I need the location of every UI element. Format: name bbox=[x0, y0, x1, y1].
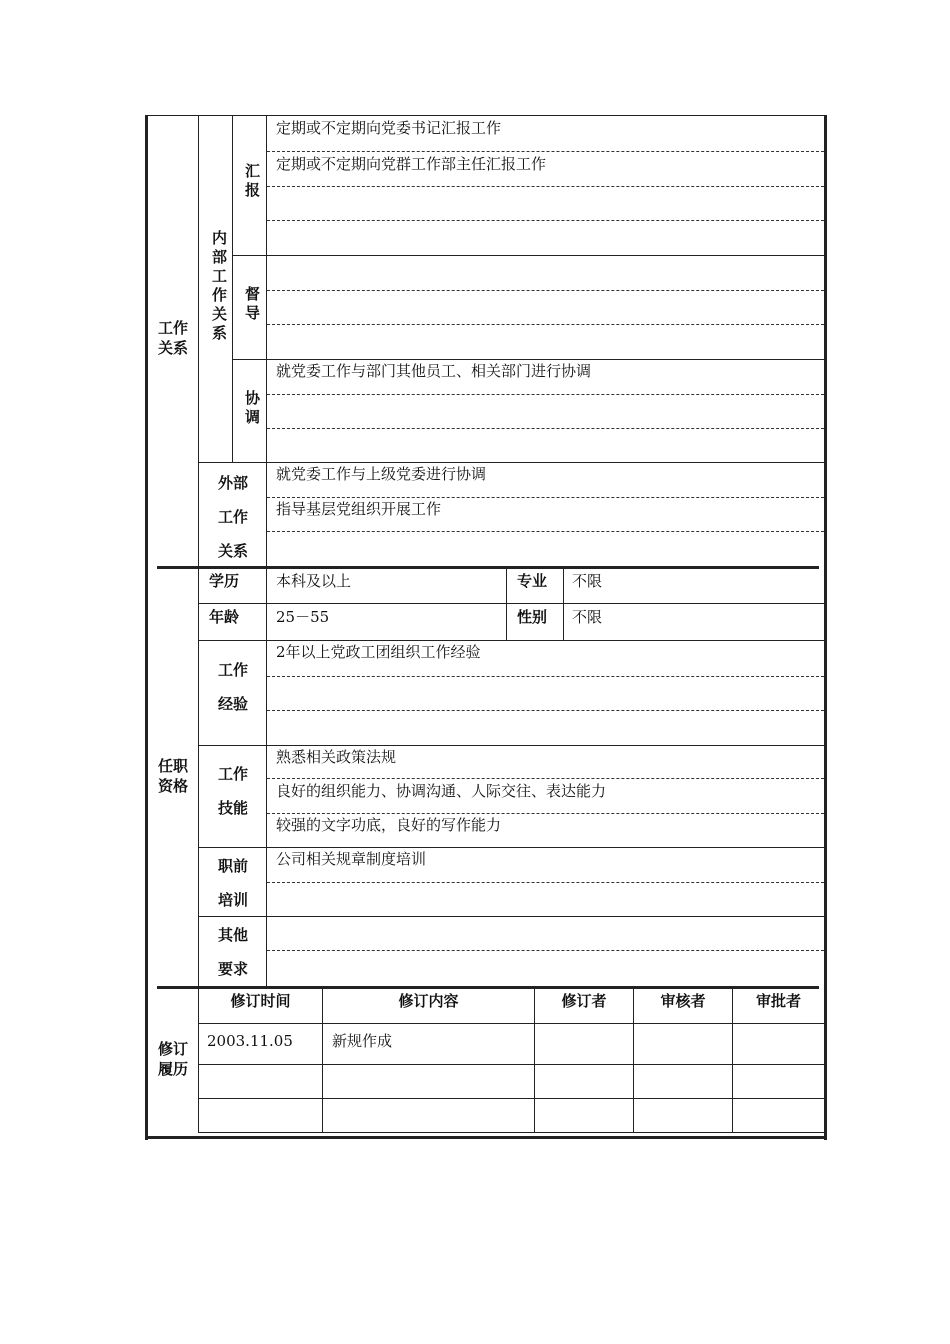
row-divider bbox=[199, 745, 825, 746]
major-label: 专业 bbox=[516, 572, 547, 590]
header-revision-content: 修订内容 bbox=[398, 992, 459, 1010]
coordinate-line-1: 就党委工作与部门其他员工、相关部门进行协调 bbox=[276, 362, 592, 380]
experience-label: 工作 经验 bbox=[217, 661, 248, 713]
content-divider bbox=[266, 115, 267, 567]
revision-date-1: 2003.11.05 bbox=[207, 1032, 293, 1050]
section-divider bbox=[198, 115, 199, 567]
row-divider bbox=[199, 1023, 825, 1024]
revision-content-1: 新规作成 bbox=[332, 1032, 393, 1050]
row-divider bbox=[199, 847, 825, 848]
section-separator bbox=[157, 566, 819, 569]
skills-line-2: 良好的组织能力、协调沟通、人际交往、表达能力 bbox=[276, 782, 607, 800]
dashed-divider bbox=[267, 186, 824, 187]
row-divider bbox=[233, 255, 825, 256]
header-revision-date: 修订时间 bbox=[230, 992, 291, 1010]
dashed-divider bbox=[267, 882, 824, 883]
revision-history-label: 修订履历 bbox=[157, 1040, 188, 1078]
external-line-2: 指导基层党组织开展工作 bbox=[276, 500, 442, 518]
dashed-divider bbox=[267, 676, 824, 677]
dashed-divider bbox=[267, 497, 824, 498]
gender-label: 性别 bbox=[516, 608, 547, 626]
training-label: 职前 培训 bbox=[217, 857, 248, 909]
skills-line-1: 熟悉相关政策法规 bbox=[276, 748, 397, 766]
dashed-divider bbox=[267, 950, 824, 951]
row-divider bbox=[233, 359, 825, 360]
age-value: 25－55 bbox=[276, 608, 330, 626]
external-line-1: 就党委工作与上级党委进行协调 bbox=[276, 465, 487, 483]
dashed-divider bbox=[267, 778, 824, 779]
internal-relations-label: 内部工作关系 bbox=[210, 230, 228, 344]
external-relations-label: 外部 工作 关系 bbox=[217, 474, 248, 560]
row-divider bbox=[199, 640, 825, 641]
table-top-border bbox=[146, 115, 826, 116]
row-divider bbox=[199, 1064, 825, 1065]
gender-value: 不限 bbox=[572, 608, 603, 626]
table-bottom-border bbox=[145, 1136, 827, 1139]
skills-line-3: 较强的文字功底，良好的写作能力 bbox=[276, 816, 502, 834]
report-line-1: 定期或不定期向党委书记汇报工作 bbox=[276, 119, 502, 137]
section-separator bbox=[157, 986, 819, 989]
age-label: 年龄 bbox=[208, 608, 239, 626]
other-label: 其他 要求 bbox=[217, 926, 248, 978]
section-divider bbox=[198, 569, 199, 988]
experience-line-1: 2年以上党政工团组织工作经验 bbox=[276, 643, 481, 661]
dashed-divider bbox=[267, 394, 824, 395]
row-divider bbox=[199, 1132, 825, 1133]
dashed-divider bbox=[267, 428, 824, 429]
dashed-divider bbox=[267, 531, 824, 532]
row-divider bbox=[199, 462, 825, 463]
work-relations-label: 工作关系 bbox=[157, 319, 188, 357]
row-divider bbox=[199, 916, 825, 917]
dashed-divider bbox=[267, 151, 824, 152]
row-divider bbox=[199, 603, 825, 604]
major-value: 不限 bbox=[572, 572, 603, 590]
qualifications-label: 任职资格 bbox=[157, 757, 188, 795]
skills-label: 工作 技能 bbox=[217, 765, 248, 817]
cell-divider bbox=[506, 569, 507, 640]
report-label: 汇报 bbox=[243, 163, 261, 201]
education-label: 学历 bbox=[208, 572, 239, 590]
education-value: 本科及以上 bbox=[276, 572, 352, 590]
cell-divider bbox=[563, 569, 564, 640]
dashed-divider bbox=[267, 220, 824, 221]
sub-divider bbox=[232, 115, 233, 462]
dashed-divider bbox=[267, 324, 824, 325]
dashed-divider bbox=[267, 710, 824, 711]
report-line-2: 定期或不定期向党群工作部主任汇报工作 bbox=[276, 155, 547, 173]
row-divider bbox=[199, 1098, 825, 1099]
header-reviewer: 审核者 bbox=[660, 992, 706, 1010]
table-right-border bbox=[824, 115, 827, 1140]
dashed-divider bbox=[267, 813, 824, 814]
supervise-label: 督导 bbox=[243, 286, 261, 324]
coordinate-label: 协调 bbox=[243, 390, 261, 428]
training-line-1: 公司相关规章制度培训 bbox=[276, 850, 427, 868]
header-approver: 审批者 bbox=[755, 992, 801, 1010]
dashed-divider bbox=[267, 290, 824, 291]
header-reviser: 修订者 bbox=[561, 992, 607, 1010]
table-left-border bbox=[145, 115, 148, 1140]
